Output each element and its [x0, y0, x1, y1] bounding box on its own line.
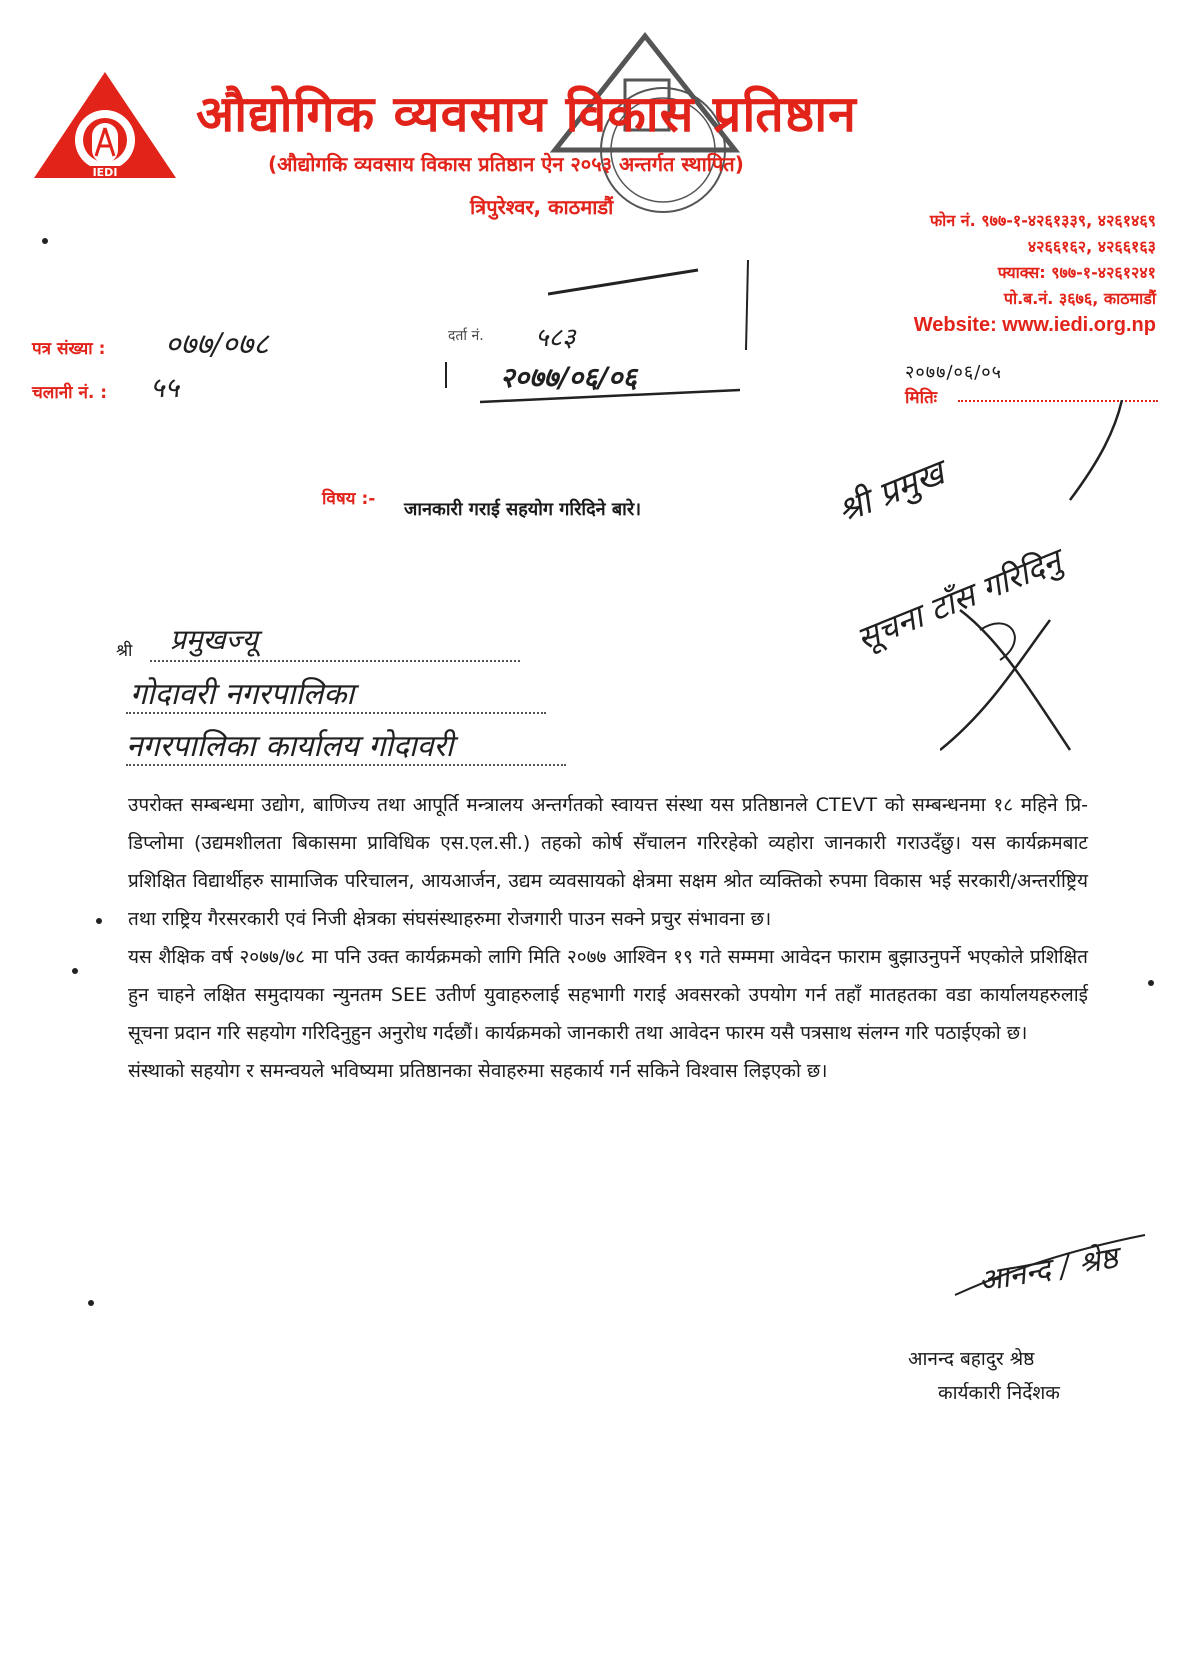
signatory-title: कार्यकारी निर्देशक	[938, 1382, 1060, 1404]
darta-date: २०७७/०६/०६	[500, 361, 637, 394]
subject-text: जानकारी गराई सहयोग गरिदिने बारे।	[404, 499, 642, 520]
subject-label: विषय :-	[322, 489, 376, 509]
darta-underline	[440, 352, 740, 412]
phone-line-1: फोन नं. ९७७-१-४२६१३३९, ४२६१४६९	[929, 211, 1156, 230]
darta-number: ५८३	[535, 323, 576, 353]
recipient-shri: श्री	[116, 641, 133, 661]
body-paragraph-2: यस शैक्षिक वर्ष २०७७/७८ मा पनि उक्त कार्यक्रमको लागि मिति २०७७ आश्विन १९ गते सम्ममा आवेदन फाराम बुझाउनुपर्ने भएकोले प्रशिक्षित हुन चाहने लक्षित समुदायका न्युनतम SEE उतीर्ण युवाहरुलाई सहभागी गराई अवसरको उपयोग गर्न तहाँ मातहतका वडा कार्यालयहरुलाई सूचना प्रदान गरि सहयोग गरिदिनुहुन अनुरोध गर्दछौं। कार्यक्रमको जानकारी तथा आवेदन फारम यसै पत्रसाथ संलग्न गरि पठाईएको छ।	[128, 946, 1088, 1044]
recipient-dotted-line-3	[126, 764, 566, 766]
ink-dot	[1148, 980, 1154, 986]
margin-note-line-1: श्री प्रमुख	[831, 452, 950, 532]
ink-dot	[42, 238, 48, 244]
patra-sankhya-value: ०७७/०७८	[165, 327, 269, 362]
iedi-logo-icon	[30, 68, 180, 188]
svg-text:IEDI: IEDI	[92, 166, 118, 179]
darta-prefix: दर्ता नं.	[448, 328, 484, 344]
phone-line-2: ४२६६१६२, ४२६६१६३	[1027, 237, 1156, 256]
website-link[interactable]: Website: www.iedi.org.np	[913, 314, 1156, 336]
chalani-value: ५५	[150, 371, 180, 404]
pen-strokes	[548, 260, 768, 360]
ink-dot	[72, 968, 78, 974]
body-paragraph-1: उपरोक्त सम्बन्धमा उद्योग, बाणिज्य तथा आपूर्ति मन्त्रालय अन्तर्गतको स्वायत्त संस्था यस प्रतिष्ठानले CTEVT को सम्बन्धनमा १८ महिने प्रि-डिप्लोमा (उद्यमशीलता बिकासमा प्राविधिक एस.एल.सी.) तहको कोर्ष सँचालन गरिरहेको व्यहोरा जानकारी गराउदँछु। यस कार्यक्रमबाट प्रशिक्षित विद्यार्थीहरु सामाजिक परिचालन, आयआर्जन, उद्यम व्यवसायको क्षेत्रमा सक्षम श्रोत व्यक्तिको रुपमा विकास भई सरकारी/अन्तर्राष्ट्रिय तथा राष्ट्रिय गैरसरकारी एवं निजी क्षेत्रका संघसंस्थाहरुमा रोजगारी पाउन सक्ने प्रचुर संभावना छ।	[128, 794, 1088, 930]
recipient-dotted-line-1	[150, 660, 520, 662]
ink-dot	[96, 918, 102, 924]
contact-block	[914, 208, 1156, 338]
chalani-label: चलानी नं. :	[32, 383, 108, 403]
org-name: औद्योगिक व्यवसाय विकास प्रतिष्ठान	[196, 85, 857, 143]
recipient-line-2: गोदावरी नगरपालिका	[130, 677, 355, 712]
org-address: त्रिपुरेश्वर, काठमाडौं	[470, 195, 614, 219]
handwritten-signature: आनन्द / श्रेष्ठ	[975, 1240, 1121, 1300]
date-label: मितिः	[905, 388, 938, 408]
body-paragraph-3: संस्थाको सहयोग र समन्वयले भविष्यमा प्रतिष्ठानका सेवाहरुमा सहकार्य गर्न सकिने विश्वास लिइएको छ।	[128, 1060, 828, 1082]
recipient-line-3: नगरपालिका कार्यालय गोदावरी	[126, 729, 454, 764]
margin-note-line-2: सूचना टाँस गरिदिनु	[851, 541, 1067, 659]
signatory-name: आनन्द बहादुर श्रेष्ठ	[908, 1348, 1035, 1370]
org-subtitle: (औद्योगकि व्यवसाय विकास प्रतिष्ठान ऐन २०५३ अन्तर्गत स्थापित)	[268, 152, 744, 176]
signature-flourish	[950, 1230, 1150, 1300]
ink-dot	[88, 1300, 94, 1306]
signatory-block	[908, 1342, 1060, 1410]
margin-check-stroke	[1060, 400, 1140, 510]
letter-body	[128, 786, 1088, 1090]
letter-date-value: २०७७/०६/०५	[905, 362, 1003, 383]
recipient-line-1: प्रमुखज्यू	[170, 623, 258, 656]
po-box-line: पो.ब.नं. ३६७६, काठमाडौं	[1003, 289, 1156, 308]
fax-line: फ्याक्स: ९७७-१-४२६१२४१	[997, 263, 1156, 282]
recipient-dotted-line-2	[126, 712, 546, 714]
margin-cross-mark	[940, 600, 1080, 760]
patra-sankhya-label: पत्र संख्या :	[32, 339, 106, 359]
